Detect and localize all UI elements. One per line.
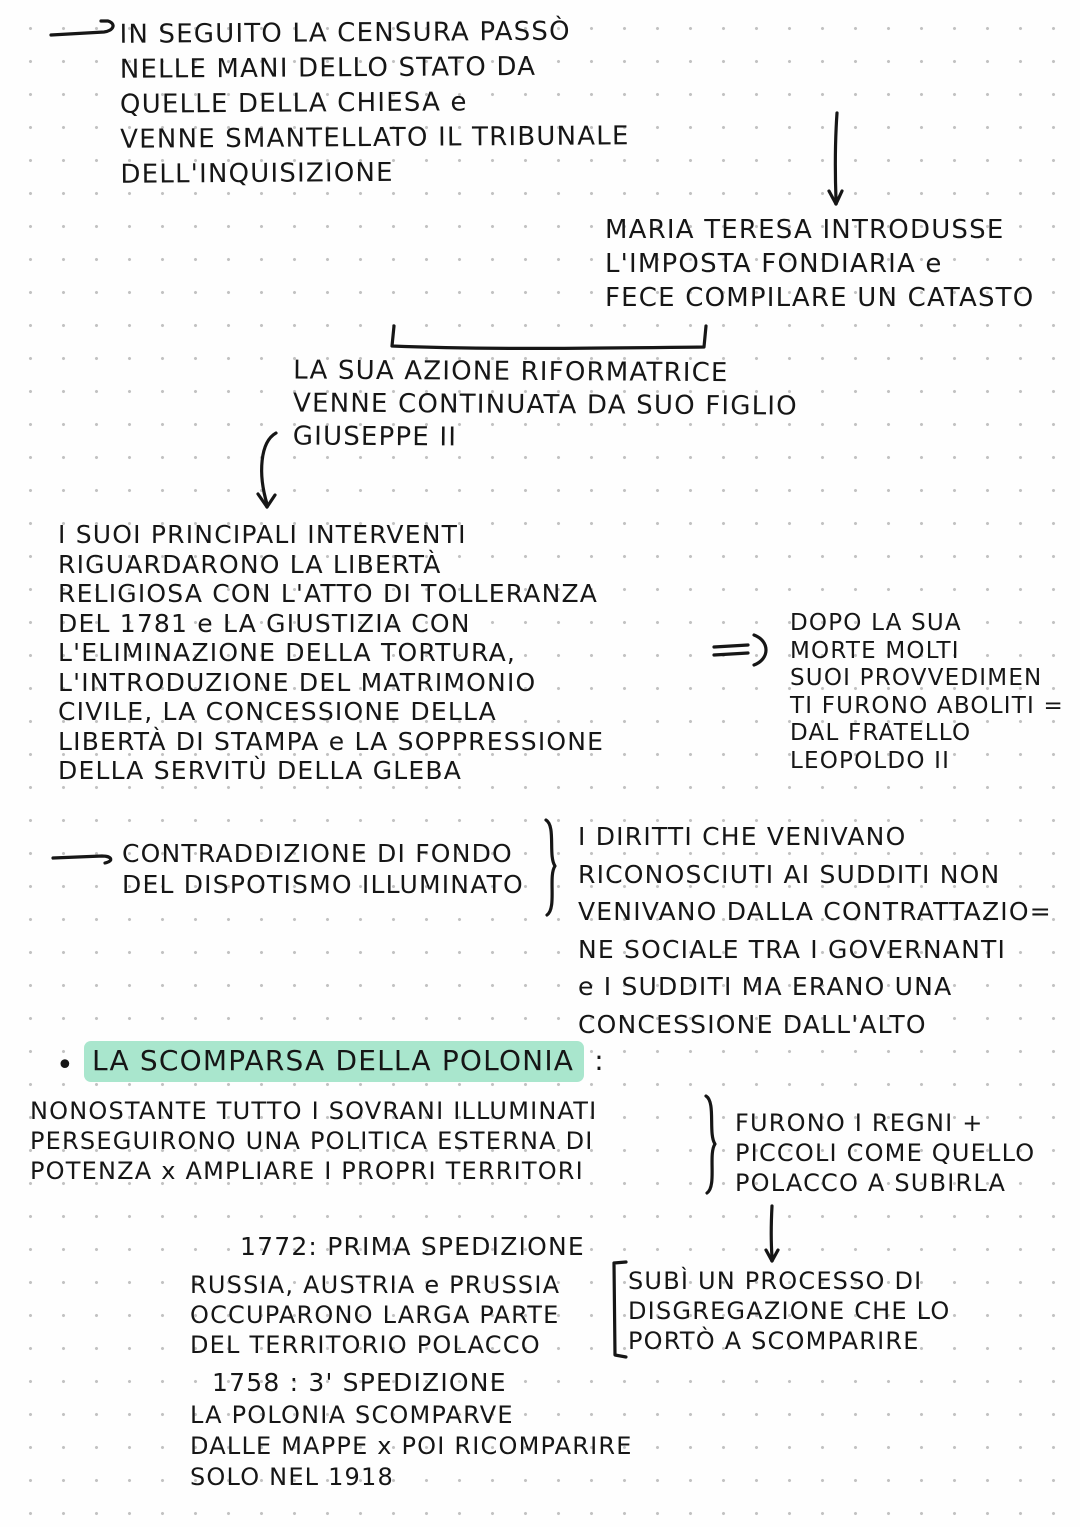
note-line: LA SUA AZIONE RIFORMATRICE [293, 355, 729, 389]
note-line: IN SEGUITO LA CENSURA PASSÒ [119, 16, 571, 50]
note-line: RIGUARDARONO LA LIBERTÀ [58, 549, 442, 579]
note-line: L'INTRODUZIONE DEL MATRIMONIO [58, 667, 537, 697]
note-line: I DIRITTI CHE VENIVANO [578, 822, 907, 851]
note-line: CONCESSIONE DALL'ALTO [578, 1009, 927, 1039]
note-line: LEOPOLDO II [790, 747, 951, 774]
note-block-prima-spedizione [190, 1270, 560, 1360]
note-line: RICONOSCIUTI AI SUDDITI NON [578, 859, 1001, 889]
note-block-contraddizione [122, 838, 524, 900]
note-block-processo [628, 1266, 950, 1356]
connector-staple-icon [388, 325, 710, 351]
note-block-terza-spedizione [190, 1400, 633, 1493]
note-line: CONTRADDIZIONE DI FONDO [122, 839, 513, 868]
double-arrow-right-icon [712, 632, 770, 668]
bullet-dot: • [56, 1048, 74, 1083]
note-line: PERSEGUIRONO UNA POLITICA ESTERNA DI [30, 1127, 594, 1155]
note-line: MARIA TERESA INTRODUSSE [605, 215, 1005, 245]
note-line: PICCOLI COME QUELLO [735, 1139, 1036, 1167]
note-line: RUSSIA, AUSTRIA e PRUSSIA [190, 1271, 561, 1299]
note-line: L'IMPOSTA FONDIARIA e [605, 249, 943, 279]
note-line: LIBERTÀ DI STAMPA e LA SOPPRESSIONE [58, 726, 605, 756]
brace-right-icon [540, 818, 562, 918]
highlighted-heading-text: LA SCOMPARSA DELLA POLONIA [84, 1041, 584, 1082]
note-line: CIVILE, LA CONCESSIONE DELLA [58, 697, 497, 726]
note-block-maria-teresa [605, 213, 1034, 315]
note-block-diritti [578, 818, 1052, 1043]
note-line: NELLE MANI DELLO STATO DA [119, 51, 537, 85]
heading-colon: : [594, 1044, 605, 1077]
note-title-prima-spedizione [240, 1232, 585, 1261]
note-title-terza-spedizione [212, 1368, 507, 1397]
note-line: VENNE CONTINUATA DA SUO FIGLIO [292, 388, 798, 422]
note-line: SOLO NEL 1918 [190, 1463, 394, 1491]
note-line: VENNE SMANTELLATO IL TRIBUNALE [120, 121, 630, 155]
note-line: 1758 : 3' SPEDIZIONE [212, 1368, 507, 1397]
note-block-censura [119, 14, 629, 193]
note-line: DAL FRATELLO [790, 720, 972, 746]
note-line: PORTÒ A SCOMPARIRE [628, 1327, 920, 1355]
note-line: FECE COMPILARE UN CATASTO [605, 283, 1035, 313]
note-block-sovrani [30, 1096, 597, 1186]
brace-right-icon [700, 1094, 722, 1196]
note-line: POTENZA x AMPLIARE I PROPRI TERRITORI [30, 1157, 584, 1185]
note-block-regni-piccoli [735, 1108, 1035, 1198]
note-line: L'ELIMINAZIONE DELLA TORTURA, [58, 638, 517, 667]
arrow-right-hook-icon [52, 846, 118, 872]
note-line: TI FURONO ABOLITI = [790, 692, 1064, 719]
arrow-down-icon [764, 1205, 780, 1267]
note-line: QUELLE DELLA CHIESA e [119, 87, 468, 120]
note-block-azione-riformatrice [293, 354, 798, 456]
note-line: MORTE MOLTI [790, 637, 960, 664]
note-line: POLACCO A SUBIRLA [735, 1169, 1007, 1197]
arrow-right-hook-icon [50, 18, 122, 48]
note-line: SUOI PROVVEDIMEN [790, 665, 1043, 691]
note-line: GIUSEPPE II [292, 421, 458, 453]
note-line: e I SUDDITI MA ERANO UNA [578, 972, 953, 1001]
note-block-leopoldo [790, 610, 1064, 775]
note-line: VENIVANO DALLA CONTRATTAZIO= [578, 897, 1052, 926]
note-line: DISGREGAZIONE CHE LO [628, 1297, 951, 1325]
note-line: DOPO LA SUA [790, 610, 962, 636]
note-line: DEL TERRITORIO POLACCO [190, 1331, 541, 1359]
arrow-down-curved-icon [250, 430, 284, 514]
note-line: NE SOCIALE TRA I GOVERNANTI [578, 934, 1007, 964]
section-heading-polonia [84, 1044, 605, 1077]
note-block-interventi [58, 520, 604, 786]
note-line: DEL DISPOTISMO ILLUMINATO [122, 870, 524, 899]
note-line: RELIGIOSA CON L'ATTO DI TOLLERANZA [58, 579, 599, 608]
note-line: SUBÌ UN PROCESSO DI [628, 1267, 923, 1295]
note-line: DELLA SERVITÙ DELLA GLEBA [58, 756, 463, 785]
note-line: NONOSTANTE TUTTO I SOVRANI ILLUMINATI [30, 1097, 598, 1125]
note-line: DELL'INQUISIZIONE [120, 157, 394, 190]
note-line: DEL 1781 e LA GIUSTIZIA CON [58, 608, 471, 638]
bracket-left-icon [608, 1260, 630, 1360]
note-line: DALLE MAPPE x POI RICOMPARIRE [190, 1432, 633, 1460]
note-line: FURONO I REGNI + [735, 1109, 984, 1137]
note-line: OCCUPARONO LARGA PARTE [190, 1301, 560, 1329]
note-line: I SUOI PRINCIPALI INTERVENTI [58, 520, 467, 549]
note-line: LA POLONIA SCOMPARVE [190, 1401, 514, 1429]
arrow-down-icon [828, 112, 844, 212]
note-line: 1772: PRIMA SPEDIZIONE [240, 1232, 585, 1261]
